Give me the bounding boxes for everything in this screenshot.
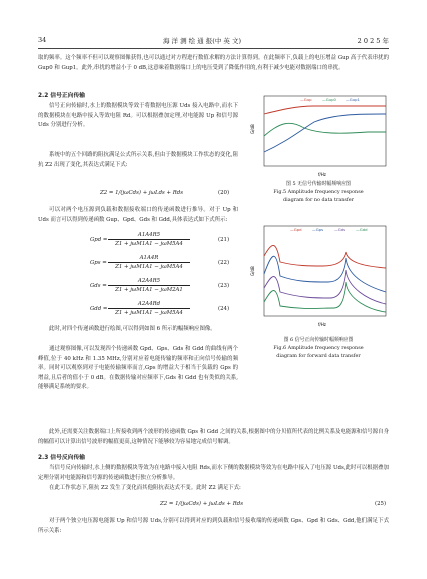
x-axis-label: f/Hz bbox=[318, 172, 326, 177]
equation-lhs: Gps = bbox=[90, 260, 107, 266]
equation-row bbox=[90, 277, 238, 297]
page-number: 34 bbox=[38, 36, 47, 44]
section-2-3-heading: 2.3 信号反向传输 bbox=[38, 455, 86, 461]
paragraph: 当信号反向传输时,水上侧的数据模块等效为在电路中接入电阻 Rds,而水下侧的数据模块等效为在电路中接入了电压源 Uds,此时可以根据叠加定理分别对电能源和信号源的传递函数进行独立分析推导。 bbox=[38, 465, 389, 481]
series-line-gpd bbox=[264, 245, 386, 268]
paragraph: 信号正向传输时,水上的数据模块等效于将数据电压源 Uds 接入电路中,而水下的数据模块在电路中接入等效电阻 Rd。可以根据叠加定理,对电能源 Up 和信号源 Uds 分别进行分析。 bbox=[38, 103, 238, 129]
paragraph: 此外,还需要关注数据端口上所接收到两个波形的传递函数 Gps 和 Gdd 之间的关系,根据图中的分贝值所代表的比例关系及电能源和信号源自身的幅值可以计算出信号波形的幅值更高,这种情况下能够较为容易地完成信号解调。 bbox=[38, 429, 389, 445]
equation-25: Z2 = 1/(jωCds) + jωLds + Rds bbox=[160, 501, 244, 507]
figure-6-plot bbox=[250, 222, 390, 332]
equation-lhs: Gds = bbox=[90, 283, 107, 289]
fraction-denominator: Z1 + jωM1A1 − jωM5A4 bbox=[115, 310, 183, 316]
equation-number: (23) bbox=[218, 283, 230, 289]
paragraph: 此时,对四个传递函数进行绘图,可以得到如图 6 所示的幅频响应图像。 bbox=[49, 326, 216, 332]
fraction-numerator: A1A4R5 bbox=[108, 231, 190, 240]
equation-number: (20) bbox=[218, 190, 230, 196]
section-2-2-heading: 2.2 信号正向传输 bbox=[38, 93, 86, 99]
equation-row bbox=[90, 254, 238, 274]
equation-row bbox=[90, 231, 238, 251]
legend-item: —Gup0 bbox=[322, 97, 336, 102]
fraction-numerator: A2A4R5 bbox=[108, 277, 190, 286]
plot-frame bbox=[264, 226, 386, 316]
equation-lhs: Gdd = bbox=[90, 306, 108, 312]
intro-paragraph: 取的频率。这个频率不但可以观察图像获得,也可以通过对方程进行数值求解的方法计算得到。在此频率下,负载上的电压增益 Gup 高于代表串扰的 Gup0 和 Gup1。此外,串扰的增益小于 0 dB,这意味着数据端口上的电压受到了降低作用的,有利于减少电能对数据端口的串扰。 bbox=[38, 55, 389, 71]
equation-row bbox=[90, 300, 238, 320]
equation-number: (22) bbox=[218, 260, 230, 266]
y-axis-label: G/dB bbox=[250, 266, 255, 276]
figure-5-caption bbox=[246, 180, 391, 204]
paragraph: 在此工作状态下,阻抗 Z2 发生了变化而其他阻抗表达式不变。此时 Z2 满足下式: bbox=[49, 485, 241, 491]
fraction-denominator: Z1 + jωM1A1 − jωM2A1 bbox=[115, 287, 183, 293]
y-axis-label: G/dB bbox=[250, 124, 255, 134]
journal-title: 海 洋 测 绘 通 报(中 英 文) bbox=[162, 36, 241, 45]
legend-item: —Gds bbox=[334, 227, 346, 232]
caption-title: 图 5 无信号传输时幅频响应图 bbox=[286, 181, 351, 187]
figure-5-plot bbox=[250, 92, 390, 178]
legend-item: —Gdd bbox=[356, 227, 368, 232]
paragraph: 通过观察图像,可以发现四个传递函数 Gpd、Gps、Gds 和 Gdd 的曲线有两个峰值,位于 40 kHz 和 1.35 MHz,分别对应着电能传输的频率和正向信号传输的频率。同时可以观察到对于电能传输频率而言,Gps 的增益大于相当于负载的 Gps 的增益,且后者的值小于 0 dB。在数据传输对应频率下,Gds 和 Gdd 也有类似的关系,能够满足系统的要求。 bbox=[38, 346, 238, 391]
equation-lhs: Gpd = bbox=[90, 237, 108, 243]
x-axis-label: f/Hz bbox=[318, 322, 326, 327]
caption-english: Fig.6 Amplitude frequency response bbox=[273, 345, 364, 351]
series-line-gup1 bbox=[264, 114, 386, 152]
fraction-numerator: A2A4Rd bbox=[108, 300, 190, 309]
paragraph: 系统中的五个回路的阻抗满足公式所示关系,但由于数据模块工作状态的变化,阻抗 Z2 出现了变化,其表达式满足下式: bbox=[38, 152, 238, 168]
publication-year: 2 0 2 5 年 bbox=[357, 36, 389, 45]
fraction-denominator: Z1 + jωM1A1 − jωM5A4 bbox=[115, 241, 183, 247]
equation-fraction bbox=[108, 300, 190, 317]
equation-number: (25) bbox=[375, 501, 387, 507]
paragraph: 可以对两个电压源到负载和数据接收端口的传递函数进行推导。对于 Up 和 Uds 而言可以得到传递函数 Gup、Gpd、Gds 和 Gdd,具体表达式如下式所示: bbox=[38, 207, 238, 223]
fraction-denominator: Z1 + jωM1A1 − jωM5A4 bbox=[115, 264, 183, 270]
equation-fraction bbox=[108, 231, 190, 248]
legend-item: —Gup bbox=[300, 97, 312, 102]
caption-english: diagram for no data transfer bbox=[283, 197, 354, 203]
legend-item: —Gup1 bbox=[346, 97, 360, 102]
fraction-numerator: A1A4R bbox=[108, 254, 190, 263]
series-line-gup bbox=[264, 106, 386, 114]
legend-item: —Gpd bbox=[290, 227, 302, 232]
series-line-gds bbox=[264, 270, 386, 304]
page-header bbox=[38, 34, 389, 46]
caption-title: 图 6 信号正向传输时幅频响应图 bbox=[283, 337, 354, 343]
equation-number: (24) bbox=[218, 306, 230, 312]
equation-fraction bbox=[108, 277, 190, 294]
caption-english: diagram for forward data transfer bbox=[276, 353, 361, 359]
caption-english: Fig.5 Amplitude frequency response bbox=[273, 189, 364, 195]
paragraph: 对于两个独立电压源电能源 Up 和信号源 Uds,分别可以得到对应的到负载和信号接收端的传递函数 Gps、Gpd 和 Gds、Gdd,他们满足下式所示关系: bbox=[38, 518, 389, 534]
equation-20: Z2 = 1/(jωCds) + jωLds + Rds bbox=[100, 190, 184, 196]
equation-fraction bbox=[108, 254, 190, 271]
series-line-gps bbox=[264, 256, 386, 292]
plot-frame bbox=[264, 96, 386, 166]
header-rule bbox=[38, 48, 389, 49]
legend-item: —Gps bbox=[312, 227, 324, 232]
series-line-gup0 bbox=[264, 123, 386, 136]
equation-number: (21) bbox=[218, 237, 230, 243]
figure-6-caption bbox=[246, 336, 391, 360]
